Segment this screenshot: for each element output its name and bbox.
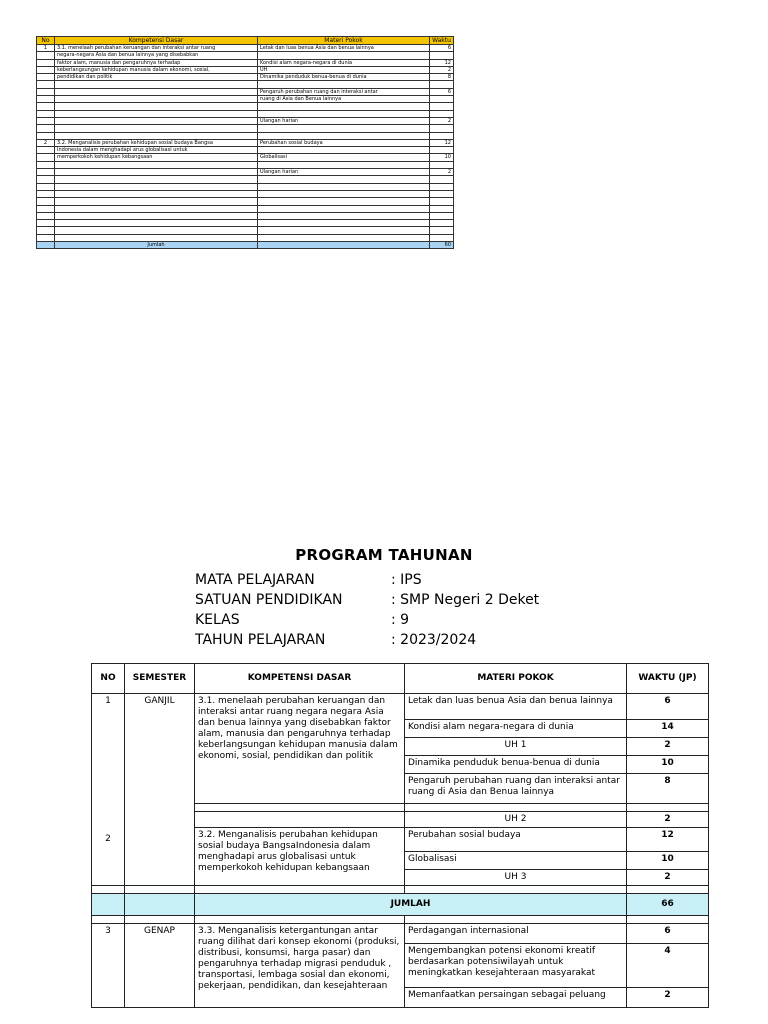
row-materi: Dinamika penduduk benua-benua di dunia	[405, 756, 627, 774]
mini-cell-no	[37, 147, 55, 154]
row-waktu: 8	[627, 774, 709, 804]
document-title: PROGRAM TAHUNAN	[295, 546, 473, 564]
row-semester-empty	[125, 828, 195, 886]
mini-cell-waktu	[430, 147, 454, 154]
row-semester: GENAP	[125, 924, 195, 1008]
mini-cell-kd	[55, 234, 258, 241]
jumlah-semester-empty	[125, 894, 195, 916]
mini-cell-waktu	[430, 198, 454, 205]
row-no: 1	[92, 694, 125, 804]
mini-cell-waktu	[430, 96, 454, 103]
mini-cell-waktu: 8	[430, 74, 454, 81]
mini-cell-waktu	[430, 132, 454, 139]
mini-cell-kd	[55, 220, 258, 227]
row-materi: Letak dan luas benua Asia dan benua lainnya	[405, 694, 627, 720]
mini-cell-kd: faktor alam, manusia dan pengaruhnya terhadap	[55, 59, 258, 66]
meta-value: : SMP Negeri 2 Deket	[391, 592, 540, 608]
mini-cell-no	[37, 212, 55, 219]
header-kd: KOMPETENSI DASAR	[195, 664, 405, 694]
mini-cell-waktu	[430, 190, 454, 197]
mini-cell-materi: Kondisi alam negara-negara di dunia	[258, 59, 430, 66]
mini-cell-kd: Indonesia dalam menghadapi arus globalisasi untuk	[55, 147, 258, 154]
row-no-empty	[92, 916, 125, 924]
row-waktu: 10	[627, 756, 709, 774]
mini-cell-no	[37, 190, 55, 197]
mini-cell-materi	[258, 147, 430, 154]
mini-cell-waktu	[430, 81, 454, 88]
mini-cell-no	[37, 161, 55, 168]
mini-cell-waktu	[430, 234, 454, 241]
mini-cell-no	[37, 176, 55, 183]
mini-cell-no	[37, 125, 55, 132]
header-semester: SEMESTER	[125, 664, 195, 694]
mini-cell-materi: Globalisasi	[258, 154, 430, 161]
mini-cell-materi: Ulangan harian	[258, 169, 430, 176]
jumlah-label: JUMLAH	[195, 894, 627, 916]
table-row	[92, 694, 709, 720]
row-semester-empty	[125, 916, 195, 924]
mini-cell-kd	[55, 227, 258, 234]
mini-cell-kd	[55, 205, 258, 212]
mini-header-no: No	[37, 37, 55, 45]
meta-label: KELAS	[195, 612, 240, 628]
mini-footer-row	[37, 242, 454, 249]
mini-table-body	[37, 45, 454, 242]
mini-cell-waktu	[430, 227, 454, 234]
program-tahunan-table	[91, 663, 709, 1008]
mini-cell-waktu: 12	[430, 139, 454, 146]
mini-cell-kd	[55, 212, 258, 219]
mini-cell-waktu	[430, 125, 454, 132]
mini-cell-kd: memperkokoh kehidupan kebangsaan	[55, 154, 258, 161]
mini-table-row	[37, 190, 454, 197]
mini-table-row	[37, 154, 454, 161]
row-waktu: 2	[627, 738, 709, 756]
table-header-row	[92, 664, 709, 694]
mini-cell-waktu	[430, 103, 454, 110]
row-waktu: 2	[627, 988, 709, 1008]
meta-value: : IPS	[391, 572, 422, 588]
row-semester-empty	[125, 804, 195, 812]
row-no-empty	[92, 886, 125, 894]
mini-cell-no	[37, 74, 55, 81]
mini-table-row	[37, 52, 454, 59]
row-materi-empty	[405, 804, 627, 812]
row-waktu-empty	[627, 916, 709, 924]
table-row	[92, 812, 709, 828]
row-materi: Perdagangan internasional	[405, 924, 627, 944]
mini-cell-waktu	[430, 205, 454, 212]
row-materi: UH 1	[405, 738, 627, 756]
mini-cell-no	[37, 117, 55, 124]
mini-cell-no	[37, 66, 55, 73]
mini-cell-materi	[258, 183, 430, 190]
mini-cell-no	[37, 110, 55, 117]
mini-cell-kd: 3.1. menelaah perubahan keruangan dan interaksi antar ruang	[55, 45, 258, 52]
mini-table-row	[37, 176, 454, 183]
mini-header-waktu: Waktu	[430, 37, 454, 45]
mini-cell-waktu: 2	[430, 117, 454, 124]
mini-table-row	[37, 139, 454, 146]
mini-table-row	[37, 74, 454, 81]
row-waktu: 2	[627, 870, 709, 886]
mini-program-table	[36, 36, 454, 249]
jumlah-row	[92, 894, 709, 916]
mini-cell-kd	[55, 132, 258, 139]
meta-label: SATUAN PENDIDIKAN	[195, 592, 343, 608]
mini-table-row	[37, 205, 454, 212]
mini-cell-materi	[258, 227, 430, 234]
mini-cell-no	[37, 205, 55, 212]
row-materi: Pengaruh perubahan ruang dan interaksi antar ruang di Asia dan Benua lainnya	[405, 774, 627, 804]
mini-table-row	[37, 147, 454, 154]
mini-cell-no	[37, 81, 55, 88]
mini-table-row	[37, 96, 454, 103]
meta-label: MATA PELAJARAN	[195, 572, 315, 588]
mini-table-row	[37, 59, 454, 66]
mini-cell-waktu	[430, 52, 454, 59]
mini-cell-no	[37, 103, 55, 110]
mini-cell-kd	[55, 190, 258, 197]
mini-cell-kd	[55, 88, 258, 95]
mini-footer-waktu: 60	[430, 242, 454, 249]
table-row-spacer	[92, 886, 709, 894]
mini-cell-no	[37, 169, 55, 176]
mini-cell-materi	[258, 234, 430, 241]
mini-table-row	[37, 212, 454, 219]
mini-table-row	[37, 161, 454, 168]
header-waktu: WAKTU (JP)	[627, 664, 709, 694]
row-materi: UH 2	[405, 812, 627, 828]
mini-table-row	[37, 117, 454, 124]
mini-table-row	[37, 66, 454, 73]
mini-cell-materi	[258, 110, 430, 117]
mini-cell-materi: Letak dan luas benua Asia dan benua lainnya	[258, 45, 430, 52]
mini-footer-no	[37, 242, 55, 249]
row-waktu: 6	[627, 694, 709, 720]
mini-header-kd: Kompetensi Dasar	[55, 37, 258, 45]
jumlah-no-empty	[92, 894, 125, 916]
row-waktu-empty	[627, 886, 709, 894]
row-kd-empty	[195, 916, 405, 924]
mini-table-row	[37, 81, 454, 88]
mini-cell-no	[37, 198, 55, 205]
mini-cell-no	[37, 59, 55, 66]
header-materi: MATERI POKOK	[405, 664, 627, 694]
mini-cell-materi: Dinamika penduduk benua-benua di dunia	[258, 74, 430, 81]
mini-cell-waktu: 2	[430, 66, 454, 73]
table-row	[92, 828, 709, 852]
mini-footer-materi	[258, 242, 430, 249]
mini-table-row	[37, 125, 454, 132]
meta-value: : 9	[391, 612, 410, 628]
row-waktu: 2	[627, 812, 709, 828]
mini-cell-waktu	[430, 176, 454, 183]
row-kd-empty	[195, 886, 405, 894]
mini-cell-kd	[55, 161, 258, 168]
mini-cell-materi: Ulangan harian	[258, 117, 430, 124]
row-no-empty	[92, 804, 125, 812]
mini-cell-waktu: 12	[430, 59, 454, 66]
mini-cell-kd	[55, 176, 258, 183]
row-waktu: 14	[627, 720, 709, 738]
row-materi: UH 3	[405, 870, 627, 886]
row-materi-empty	[405, 886, 627, 894]
mini-cell-materi	[258, 132, 430, 139]
mini-table-row	[37, 169, 454, 176]
mini-cell-kd: 3.2. Menganalisis perubahan kehidupan sosial budaya Bangsa	[55, 139, 258, 146]
mini-cell-waktu	[430, 110, 454, 117]
mini-cell-kd	[55, 125, 258, 132]
mini-cell-no	[37, 227, 55, 234]
row-kd: 3.2. Menganalisis perubahan kehidupan sosial budaya BangsaIndonesia dalam menghadapi arus globalisasi untuk memperkokoh kehidupan kebangsaan	[195, 828, 405, 886]
mini-cell-materi	[258, 198, 430, 205]
row-waktu: 4	[627, 944, 709, 988]
mini-cell-waktu: 2	[430, 169, 454, 176]
row-no: 3	[92, 924, 125, 1008]
mini-cell-kd	[55, 183, 258, 190]
row-materi-empty	[405, 916, 627, 924]
row-waktu: 6	[627, 924, 709, 944]
mini-cell-waktu	[430, 220, 454, 227]
mini-cell-waktu	[430, 183, 454, 190]
mini-cell-no	[37, 234, 55, 241]
table-row-spacer	[92, 916, 709, 924]
mini-cell-materi	[258, 205, 430, 212]
row-materi: Memanfaatkan persaingan sebagai peluang	[405, 988, 627, 1008]
mini-table-row	[37, 183, 454, 190]
mini-cell-kd: negara-negara Asia dan benua lainnya yang disebabkan	[55, 52, 258, 59]
row-materi: Perubahan sosial budaya	[405, 828, 627, 852]
mini-cell-materi	[258, 103, 430, 110]
mini-cell-materi	[258, 81, 430, 88]
mini-cell-waktu	[430, 161, 454, 168]
mini-cell-kd	[55, 117, 258, 124]
row-kd-empty	[195, 812, 405, 828]
mini-cell-materi: ruang di Asia dan Benua lainnya	[258, 96, 430, 103]
mini-table-row	[37, 220, 454, 227]
mini-cell-waktu: 6	[430, 88, 454, 95]
jumlah-waktu: 66	[627, 894, 709, 916]
table-row-spacer	[92, 804, 709, 812]
row-semester-empty	[125, 886, 195, 894]
mini-cell-materi: Perubahan sosial budaya	[258, 139, 430, 146]
row-semester-empty	[125, 812, 195, 828]
mini-cell-materi: UH	[258, 66, 430, 73]
row-no-empty	[92, 812, 125, 828]
meta-value: : 2023/2024	[391, 632, 477, 648]
mini-cell-materi	[258, 212, 430, 219]
mini-table-row	[37, 132, 454, 139]
mini-cell-no	[37, 52, 55, 59]
row-waktu: 10	[627, 852, 709, 870]
mini-cell-no: 1	[37, 45, 55, 52]
mini-cell-materi	[258, 176, 430, 183]
mini-header-materi: Materi Pokok	[258, 37, 430, 45]
mini-cell-materi	[258, 161, 430, 168]
mini-cell-no	[37, 220, 55, 227]
meta-label: TAHUN PELAJARAN	[195, 632, 326, 648]
row-kd-empty	[195, 804, 405, 812]
mini-table-row	[37, 103, 454, 110]
row-semester: GANJIL	[125, 694, 195, 804]
mini-cell-no	[37, 154, 55, 161]
mini-cell-kd	[55, 169, 258, 176]
mini-footer-label: Jumlah	[55, 242, 258, 249]
mini-table-row	[37, 110, 454, 117]
row-materi: Globalisasi	[405, 852, 627, 870]
mini-table-row	[37, 227, 454, 234]
row-kd: 3.3. Menganalisis ketergantungan antar ruang dilihat dari konsep ekonomi (produksi, distribusi, konsumsi, harga pasar) dan pengaruhnya terhadap migrasi penduduk , transportasi, lembaga sosial dan ekonomi, pekerjaan, pendidikan, dan kesejahteraan	[195, 924, 405, 1008]
header-no: NO	[92, 664, 125, 694]
mini-table-row	[37, 234, 454, 241]
mini-table-row	[37, 45, 454, 52]
mini-cell-materi	[258, 52, 430, 59]
mini-table-row	[37, 88, 454, 95]
row-materi: Kondisi alam negara-negara di dunia	[405, 720, 627, 738]
mini-header-row	[37, 37, 454, 45]
mini-cell-no	[37, 88, 55, 95]
table-row	[92, 924, 709, 944]
mini-cell-no	[37, 183, 55, 190]
mini-cell-materi	[258, 125, 430, 132]
mini-cell-kd: keberlangsungan kehidupan manusia dalam ekonomi, sosial,	[55, 66, 258, 73]
mini-cell-kd: pendidikan dan politik	[55, 74, 258, 81]
mini-table-row	[37, 198, 454, 205]
mini-cell-waktu: 10	[430, 154, 454, 161]
mini-cell-kd	[55, 103, 258, 110]
mini-cell-kd	[55, 96, 258, 103]
mini-cell-no: 2	[37, 139, 55, 146]
mini-cell-materi: Pengaruh perubahan ruang dan interaksi antar	[258, 88, 430, 95]
mini-cell-kd	[55, 81, 258, 88]
row-no: 2	[92, 828, 125, 886]
mini-cell-no	[37, 96, 55, 103]
mini-cell-materi	[258, 190, 430, 197]
row-kd: 3.1. menelaah perubahan keruangan dan interaksi antar ruang negara negara Asia dan benua lainnya yang disebabkan faktor alam, manusia dan pengaruhnya terhadap keberlangsungan kehidupan manusia dalam ekonomi, sosial, pendidikan dan politik	[195, 694, 405, 804]
mini-cell-waktu	[430, 212, 454, 219]
mini-cell-kd	[55, 198, 258, 205]
mini-cell-materi	[258, 220, 430, 227]
row-waktu: 12	[627, 828, 709, 852]
mini-cell-no	[37, 132, 55, 139]
mini-cell-kd	[55, 110, 258, 117]
mini-cell-waktu: 6	[430, 45, 454, 52]
row-waktu-empty	[627, 804, 709, 812]
row-materi: Mengembangkan potensi ekonomi kreatif berdasarkan potensiwilayah untuk meningkatkan kesejahteraan masyarakat	[405, 944, 627, 988]
